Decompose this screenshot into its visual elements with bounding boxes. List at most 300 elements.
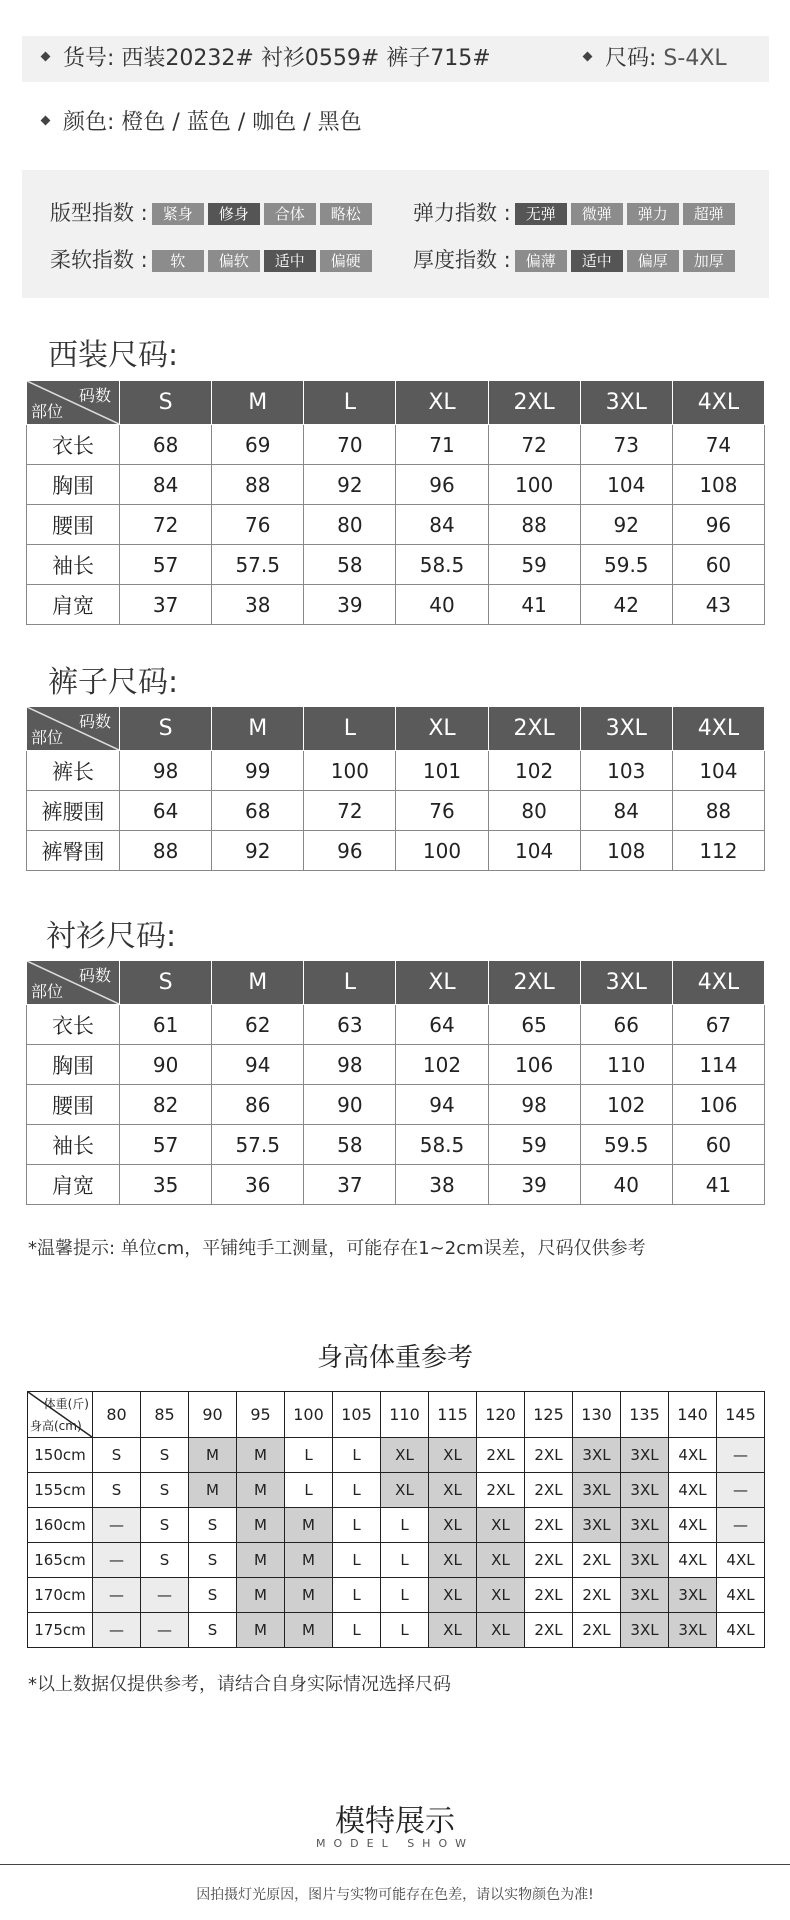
table-cell: 63 <box>304 1005 396 1045</box>
size-header: 3XL <box>580 381 672 425</box>
table-row <box>27 1165 765 1205</box>
table-cell: — <box>93 1613 141 1648</box>
table-cell: 4XL <box>669 1543 717 1578</box>
corner-height-label: 身高(cm) <box>30 1419 82 1433</box>
index-row <box>50 197 372 227</box>
diamond-bullet-icon <box>41 51 51 61</box>
table-cell: 2XL <box>477 1438 525 1473</box>
table-cell: 73 <box>580 425 672 465</box>
corner-weight-label: 体重(斤) <box>43 1397 89 1411</box>
table-cell: 92 <box>212 831 304 871</box>
table-cell: 3XL <box>669 1613 717 1648</box>
table-cell: M <box>285 1508 333 1543</box>
table-cell: S <box>93 1438 141 1473</box>
row-header: 肩宽 <box>27 1165 120 1205</box>
size-header: L <box>304 381 396 425</box>
index-option: 无弹 <box>515 203 567 225</box>
table-cell: 88 <box>488 505 580 545</box>
table-cell: M <box>237 1613 285 1648</box>
height-header: 160cm <box>28 1508 93 1543</box>
table-cell: 40 <box>580 1165 672 1205</box>
table-cell: — <box>93 1543 141 1578</box>
table-row <box>27 1005 765 1045</box>
table-cell: 69 <box>212 425 304 465</box>
table-cell: XL <box>429 1578 477 1613</box>
index-option: 略松 <box>320 203 372 225</box>
table-cell: L <box>333 1508 381 1543</box>
table-cell: 64 <box>120 791 212 831</box>
table-cell: 57.5 <box>212 545 304 585</box>
corner-size-label: 码数 <box>78 966 111 985</box>
table-cell: 41 <box>488 585 580 625</box>
size-header: M <box>212 707 304 751</box>
table-cell: — <box>93 1508 141 1543</box>
table-cell: — <box>141 1578 189 1613</box>
table-cell: S <box>189 1508 237 1543</box>
size-header: 4XL <box>672 961 764 1005</box>
table-cell: 4XL <box>669 1508 717 1543</box>
table-row <box>27 585 765 625</box>
table-cell: 2XL <box>573 1543 621 1578</box>
table-cell: 72 <box>304 791 396 831</box>
table-cell: 65 <box>488 1005 580 1045</box>
table-cell: 38 <box>212 585 304 625</box>
table-cell: XL <box>429 1438 477 1473</box>
table-cell: XL <box>381 1473 429 1508</box>
weight-header: 105 <box>333 1392 381 1438</box>
size-header: S <box>120 961 212 1005</box>
table-cell: 76 <box>396 791 488 831</box>
row-header: 胸围 <box>27 465 120 505</box>
table-cell: S <box>141 1473 189 1508</box>
index-option: 偏软 <box>208 250 260 272</box>
table-cell: 80 <box>304 505 396 545</box>
table-cell: 2XL <box>477 1473 525 1508</box>
table-cell: XL <box>429 1543 477 1578</box>
corner-part-label: 部位 <box>31 402 64 421</box>
suit-size-table <box>26 380 765 625</box>
size-header: M <box>212 961 304 1005</box>
table-cell: 58.5 <box>396 1125 488 1165</box>
table-cell: XL <box>477 1613 525 1648</box>
row-header: 裤臀围 <box>27 831 120 871</box>
table-cell: 96 <box>396 465 488 505</box>
table-cell: 59 <box>488 1125 580 1165</box>
table-cell: 112 <box>672 831 764 871</box>
shirt-size-table <box>26 960 765 1205</box>
weight-header: 100 <box>285 1392 333 1438</box>
table-cell: S <box>93 1473 141 1508</box>
table-cell: 3XL <box>573 1473 621 1508</box>
height-header: 165cm <box>28 1543 93 1578</box>
index-option: 紧身 <box>152 203 204 225</box>
table-cell: — <box>717 1508 765 1543</box>
table-cell: 67 <box>672 1005 764 1045</box>
table-cell: 68 <box>120 425 212 465</box>
model-show-title: 模特展示 <box>335 1804 455 1839</box>
weight-header: 90 <box>189 1392 237 1438</box>
index-label: 柔软指数 : <box>50 248 148 272</box>
corner-cell <box>27 707 120 751</box>
table-cell: 2XL <box>525 1508 573 1543</box>
corner-part-label: 部位 <box>31 982 64 1001</box>
table-cell: 37 <box>304 1165 396 1205</box>
table-cell: 58 <box>304 1125 396 1165</box>
table-cell: 3XL <box>621 1508 669 1543</box>
table-cell: XL <box>381 1438 429 1473</box>
size-header: XL <box>396 381 488 425</box>
table-cell: 100 <box>488 465 580 505</box>
height-header: 150cm <box>28 1438 93 1473</box>
diamond-bullet-icon <box>41 115 51 125</box>
table-cell: 102 <box>580 1085 672 1125</box>
table-cell: 57 <box>120 1125 212 1165</box>
weight-header: 120 <box>477 1392 525 1438</box>
index-row <box>413 197 735 227</box>
size-header: 2XL <box>488 381 580 425</box>
table-cell: 94 <box>212 1045 304 1085</box>
table-cell: M <box>285 1613 333 1648</box>
index-option: 合体 <box>264 203 316 225</box>
table-cell: 64 <box>396 1005 488 1045</box>
table-cell: M <box>237 1508 285 1543</box>
table-cell: 99 <box>212 751 304 791</box>
table-cell: 3XL <box>621 1578 669 1613</box>
table-row <box>28 1578 765 1613</box>
table-cell: — <box>141 1613 189 1648</box>
table-cell: XL <box>429 1613 477 1648</box>
table-cell: XL <box>477 1543 525 1578</box>
table-cell: 92 <box>580 505 672 545</box>
diamond-bullet-icon <box>583 51 593 61</box>
weight-header: 80 <box>93 1392 141 1438</box>
index-label: 版型指数 : <box>50 201 148 225</box>
table-row <box>28 1613 765 1648</box>
size-header: 4XL <box>672 381 764 425</box>
table-cell: 60 <box>672 545 764 585</box>
table-cell: 2XL <box>573 1613 621 1648</box>
table-row <box>27 1045 765 1085</box>
table-cell: 3XL <box>573 1508 621 1543</box>
size-header: L <box>304 707 396 751</box>
pants-size-title: 裤子尺码: <box>48 665 179 700</box>
table-cell: 58.5 <box>396 545 488 585</box>
table-cell: 38 <box>396 1165 488 1205</box>
table-cell: 61 <box>120 1005 212 1045</box>
table-cell: 72 <box>120 505 212 545</box>
color-label: 颜色: <box>63 110 115 135</box>
height-header: 170cm <box>28 1578 93 1613</box>
table-cell: 84 <box>580 791 672 831</box>
table-row <box>28 1543 765 1578</box>
table-cell: L <box>333 1438 381 1473</box>
color-options <box>42 112 362 134</box>
row-header: 腰围 <box>27 505 120 545</box>
table-cell: 98 <box>488 1085 580 1125</box>
model-show-subtitle: MODEL SHOW <box>316 1837 474 1850</box>
row-header: 裤长 <box>27 751 120 791</box>
table-cell: 96 <box>672 505 764 545</box>
table-cell: 39 <box>488 1165 580 1205</box>
index-option: 弹力 <box>627 203 679 225</box>
table-cell: 2XL <box>573 1578 621 1613</box>
table-cell: 72 <box>488 425 580 465</box>
weight-header: 85 <box>141 1392 189 1438</box>
table-cell: 114 <box>672 1045 764 1085</box>
table-cell: 106 <box>672 1085 764 1125</box>
weight-header: 115 <box>429 1392 477 1438</box>
table-cell: 90 <box>304 1085 396 1125</box>
table-cell: 104 <box>672 751 764 791</box>
table-cell: M <box>237 1473 285 1508</box>
table-cell: 84 <box>120 465 212 505</box>
table-cell: L <box>381 1578 429 1613</box>
suit-size-title: 西装尺码: <box>48 338 179 373</box>
table-cell: 82 <box>120 1085 212 1125</box>
table-cell: 3XL <box>621 1613 669 1648</box>
table-cell: 88 <box>120 831 212 871</box>
table-cell: 98 <box>120 751 212 791</box>
table-cell: L <box>285 1438 333 1473</box>
index-row <box>413 244 735 274</box>
index-row <box>50 244 372 274</box>
shirt-size-title: 衬衫尺码: <box>46 919 177 954</box>
table-cell: 4XL <box>669 1473 717 1508</box>
header-row <box>28 1392 765 1438</box>
table-cell: 42 <box>580 585 672 625</box>
table-cell: XL <box>477 1508 525 1543</box>
index-option: 微弹 <box>571 203 623 225</box>
table-cell: 70 <box>304 425 396 465</box>
table-cell: 40 <box>396 585 488 625</box>
table-row <box>27 1085 765 1125</box>
table-cell: 2XL <box>525 1613 573 1648</box>
table-cell: M <box>285 1578 333 1613</box>
row-header: 袖长 <box>27 1125 120 1165</box>
table-cell: S <box>189 1578 237 1613</box>
fit-index-panel <box>22 170 769 298</box>
table-cell: 108 <box>672 465 764 505</box>
weight-header: 140 <box>669 1392 717 1438</box>
table-cell: 102 <box>488 751 580 791</box>
table-cell: L <box>381 1508 429 1543</box>
index-label: 厚度指数 : <box>413 248 511 272</box>
table-cell: 3XL <box>621 1543 669 1578</box>
table-row <box>27 1125 765 1165</box>
size-header: S <box>120 707 212 751</box>
index-option: 超弹 <box>683 203 735 225</box>
table-cell: 41 <box>672 1165 764 1205</box>
size-header: S <box>120 381 212 425</box>
table-cell: S <box>189 1543 237 1578</box>
table-cell: 2XL <box>525 1438 573 1473</box>
item-number <box>42 48 491 70</box>
size-header: XL <box>396 961 488 1005</box>
index-option: 软 <box>152 250 204 272</box>
index-option: 加厚 <box>683 250 735 272</box>
table-cell: 76 <box>212 505 304 545</box>
table-cell: S <box>189 1613 237 1648</box>
corner-size-label: 码数 <box>78 712 111 731</box>
table-row <box>27 505 765 545</box>
table-cell: L <box>333 1578 381 1613</box>
row-header: 胸围 <box>27 1045 120 1085</box>
table-cell: 102 <box>396 1045 488 1085</box>
table-cell: 74 <box>672 425 764 465</box>
table-cell: M <box>237 1543 285 1578</box>
table-cell: 37 <box>120 585 212 625</box>
row-header: 衣长 <box>27 1005 120 1045</box>
table-cell: 101 <box>396 751 488 791</box>
table-row <box>28 1508 765 1543</box>
table-cell: 71 <box>396 425 488 465</box>
table-cell: 84 <box>396 505 488 545</box>
table-cell: 94 <box>396 1085 488 1125</box>
table-cell: 2XL <box>525 1578 573 1613</box>
table-cell: 59.5 <box>580 545 672 585</box>
table-cell: L <box>381 1543 429 1578</box>
table-cell: XL <box>429 1508 477 1543</box>
table-cell: 57 <box>120 545 212 585</box>
table-cell: 86 <box>212 1085 304 1125</box>
row-header: 腰围 <box>27 1085 120 1125</box>
table-cell: L <box>285 1473 333 1508</box>
table-cell: 88 <box>212 465 304 505</box>
header-row <box>27 707 765 751</box>
index-option: 适中 <box>571 250 623 272</box>
table-cell: 3XL <box>621 1473 669 1508</box>
pants-size-table <box>26 706 765 871</box>
corner-size-label: 码数 <box>78 386 111 405</box>
table-row <box>27 791 765 831</box>
table-cell: 98 <box>304 1045 396 1085</box>
table-cell: 59.5 <box>580 1125 672 1165</box>
table-cell: 43 <box>672 585 764 625</box>
table-cell: 39 <box>304 585 396 625</box>
row-header: 袖长 <box>27 545 120 585</box>
table-cell: 2XL <box>525 1473 573 1508</box>
table-cell: 103 <box>580 751 672 791</box>
table-row <box>27 465 765 505</box>
index-option: 修身 <box>208 203 260 225</box>
size-range-value: S-4XL <box>663 46 727 71</box>
table-cell: 59 <box>488 545 580 585</box>
table-cell: 62 <box>212 1005 304 1045</box>
table-cell: 58 <box>304 545 396 585</box>
table-row <box>27 545 765 585</box>
table-cell: L <box>333 1543 381 1578</box>
table-cell: — <box>717 1438 765 1473</box>
row-header: 衣长 <box>27 425 120 465</box>
index-option: 偏薄 <box>515 250 567 272</box>
index-option: 偏硬 <box>320 250 372 272</box>
table-row <box>28 1438 765 1473</box>
table-cell: M <box>237 1438 285 1473</box>
table-cell: L <box>333 1473 381 1508</box>
header-row <box>27 961 765 1005</box>
row-header: 肩宽 <box>27 585 120 625</box>
table-cell: XL <box>429 1473 477 1508</box>
corner-cell <box>27 961 120 1005</box>
table-cell: 92 <box>304 465 396 505</box>
height-weight-title: 身高体重参考 <box>316 1343 473 1373</box>
table-cell: 104 <box>580 465 672 505</box>
table-cell: 3XL <box>669 1578 717 1613</box>
weight-header: 110 <box>381 1392 429 1438</box>
corner-cell <box>28 1392 93 1438</box>
color-disclaimer: 因拍摄灯光原因，图片与实物可能存在色差，请以实物颜色为准! <box>196 1887 594 1903</box>
table-cell: 4XL <box>717 1543 765 1578</box>
size-header: 2XL <box>488 961 580 1005</box>
table-cell: 108 <box>580 831 672 871</box>
table-cell: 2XL <box>525 1543 573 1578</box>
size-header: 3XL <box>580 707 672 751</box>
table-cell: 4XL <box>717 1578 765 1613</box>
size-header: 2XL <box>488 707 580 751</box>
table-cell: 96 <box>304 831 396 871</box>
table-cell: 4XL <box>669 1438 717 1473</box>
table-cell: S <box>141 1543 189 1578</box>
table-cell: 3XL <box>621 1438 669 1473</box>
table-cell: 106 <box>488 1045 580 1085</box>
weight-header: 130 <box>573 1392 621 1438</box>
table-cell: L <box>381 1613 429 1648</box>
item-number-value: 西装20232# 衬衫0559# 裤子715# <box>121 46 491 71</box>
table-cell: 104 <box>488 831 580 871</box>
table-cell: — <box>93 1578 141 1613</box>
table-cell: M <box>237 1578 285 1613</box>
table-cell: 36 <box>212 1165 304 1205</box>
table-cell: 68 <box>212 791 304 831</box>
table-cell: 80 <box>488 791 580 831</box>
divider <box>0 1864 790 1865</box>
table-cell: S <box>141 1508 189 1543</box>
measurement-note: *温馨提示: 单位cm，平铺纯手工测量，可能存在1~2cm误差，尺码仅供参考 <box>28 1238 646 1259</box>
height-header: 175cm <box>28 1613 93 1648</box>
index-option: 偏厚 <box>627 250 679 272</box>
size-header: M <box>212 381 304 425</box>
size-header: 3XL <box>580 961 672 1005</box>
color-value: 橙色 / 蓝色 / 咖色 / 黑色 <box>121 110 362 135</box>
table-cell: 100 <box>304 751 396 791</box>
row-header: 裤腰围 <box>27 791 120 831</box>
table-row <box>27 831 765 871</box>
table-cell: 57.5 <box>212 1125 304 1165</box>
size-range-label: 尺码: <box>605 46 657 71</box>
table-cell: 4XL <box>717 1613 765 1648</box>
weight-header: 125 <box>525 1392 573 1438</box>
corner-cell <box>27 381 120 425</box>
header-row <box>27 381 765 425</box>
weight-header: 145 <box>717 1392 765 1438</box>
table-cell: 110 <box>580 1045 672 1085</box>
reference-note: *以上数据仅提供参考，请结合自身实际情况选择尺码 <box>28 1674 451 1695</box>
height-weight-table <box>27 1391 765 1648</box>
size-range <box>584 48 727 70</box>
weight-header: 135 <box>621 1392 669 1438</box>
corner-part-label: 部位 <box>31 728 64 747</box>
index-option: 适中 <box>264 250 316 272</box>
table-cell: S <box>141 1438 189 1473</box>
table-row <box>27 751 765 791</box>
table-cell: 88 <box>672 791 764 831</box>
table-cell: 66 <box>580 1005 672 1045</box>
table-cell: M <box>189 1473 237 1508</box>
table-cell: 35 <box>120 1165 212 1205</box>
size-header: L <box>304 961 396 1005</box>
size-header: 4XL <box>672 707 764 751</box>
height-header: 155cm <box>28 1473 93 1508</box>
